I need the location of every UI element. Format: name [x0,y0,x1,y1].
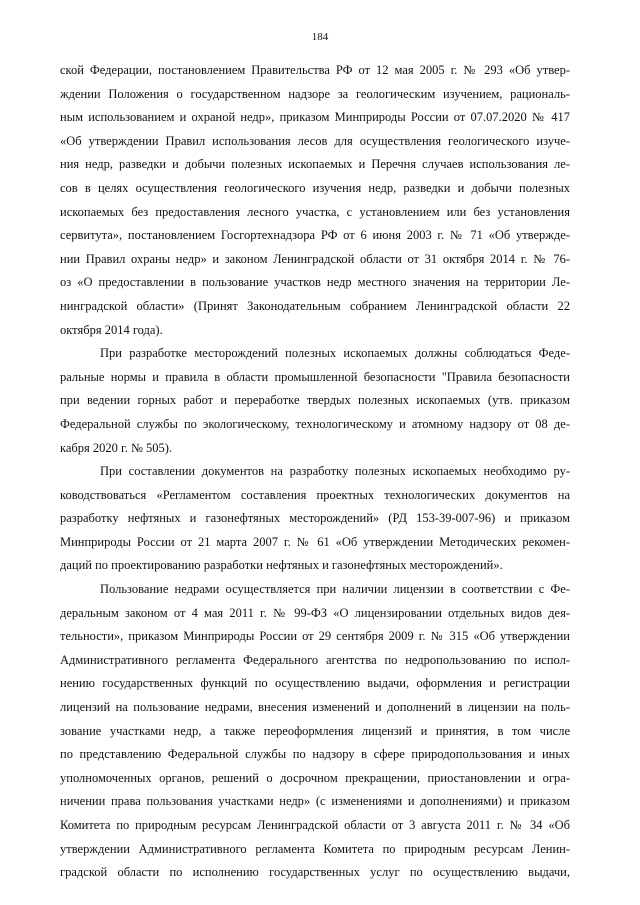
paragraph-line: лицензий на пользование недрами, внесения изменений и дополнений в лицензии на поль- [60,700,570,715]
paragraph-line: ральные нормы и правила в области промышленной безопасности "Правила безопасности [60,369,570,384]
paragraph-line: ждении Положения о государственном надзоре за геологическим изучением, рациональ- [60,86,570,101]
paragraph-line: оз «О предоставлении в пользование участков недр местного значения на территории Ле- [60,275,570,290]
paragraph-line: уполномоченных органов, решений о досрочном прекращении, приостановлении и огра- [60,770,570,785]
paragraph-first-line: Пользование недрами осуществляется при наличии лицензии в соответствии с Фе- [100,582,570,597]
paragraph-line: нению государственных функций по осуществлению выдачи, оформления и регистрации [60,676,570,691]
paragraph-line: ния недр, разведки и добычи полезных ископаемых и Перечня случаев использования ле- [60,157,570,172]
paragraph-line: ничении права пользования участками недр» (с изменениями и дополнениями) и приказом [60,794,570,809]
paragraph-line: разработку нефтяных и газонефтяных месторождений» (РД 153-39-007-96) и приказом [60,511,570,526]
paragraph-line: Комитета по природным ресурсам Ленинградской области от 3 августа 2011 г. № 34 «Об [60,818,570,832]
paragraph-line: по представлению Федеральной службы по надзору в сфере природопользования и иных [60,747,570,762]
paragraph-line: утверждении Административного регламента Комитета по природным ресурсам Ленин- [60,841,570,856]
paragraph-line: ископаемых без предоставления лесного участка, с установлением или без установления [60,204,570,219]
paragraph-line: ководствоваться «Регламентом составления проектных технологических документов на [60,487,570,502]
paragraph-line: даций по проектированию разработки нефтяных и газонефтяных месторождений». [60,558,503,573]
paragraph-line: «Об утверждении Правил использования лесов для осуществления геологического изуче- [60,133,570,148]
paragraph-line: Федеральной службы по экологическому, технологическому и атомному надзору от 08 де- [60,416,570,431]
paragraph-first-line: При разработке месторождений полезных ископаемых должны соблюдаться Феде- [100,346,570,361]
paragraph-line: градской области по исполнению государственных услуг по осуществлению выдачи, [60,865,570,880]
paragraph-line: зование участками недр, а также переоформления лицензий и принятия, в том числе [60,723,570,738]
paragraph-line: нии Правил охраны недр» и законом Ленинградской области от 31 октября 2014 г. № 76- [60,251,570,266]
paragraph-line: Минприроды России от 21 марта 2007 г. № 61 «Об утверждении Методических рекомен- [60,534,570,549]
paragraph-line: сервитута», постановлением Госгортехнадзора РФ от 6 июня 2003 г. № 71 «Об утвержде- [60,228,570,243]
paragraph-line: нинградской области» (Принят Законодательным собранием Ленинградской области 22 [60,298,570,313]
paragraph-first-line: ской Федерации, постановлением Правительства РФ от 12 мая 2005 г. № 293 «Об утвер- [60,63,570,77]
paragraph-line: при ведении горных работ и переработке твердых полезных ископаемых (утв. приказом [60,393,570,408]
page-number: 184 [311,31,329,43]
paragraph-line: Административного регламента Федерального агентства по недропользованию по испол- [60,652,570,667]
paragraph-line: ным использованием и охраной недр», приказом Минприроды России от 07.07.2020 № 417 [60,110,570,125]
paragraph-line: октября 2014 года). [60,322,163,337]
paragraph-line: деральным законом от 4 мая 2011 г. № 99-ФЗ «О лицензировании отдельных видов дея- [60,605,570,620]
paragraph-line: сов в целях осуществления геологического изучения недр, разведки и добычи полезных [60,180,570,195]
paragraph-line: тельности», приказом Минприроды России от 29 сентября 2009 г. № 315 «Об утверждении [60,629,570,644]
paragraph-first-line: При составлении документов на разработку полезных ископаемых необходимо ру- [100,464,570,479]
body-text [60,59,570,885]
paragraph-line: кабря 2020 г. № 505). [60,440,173,455]
